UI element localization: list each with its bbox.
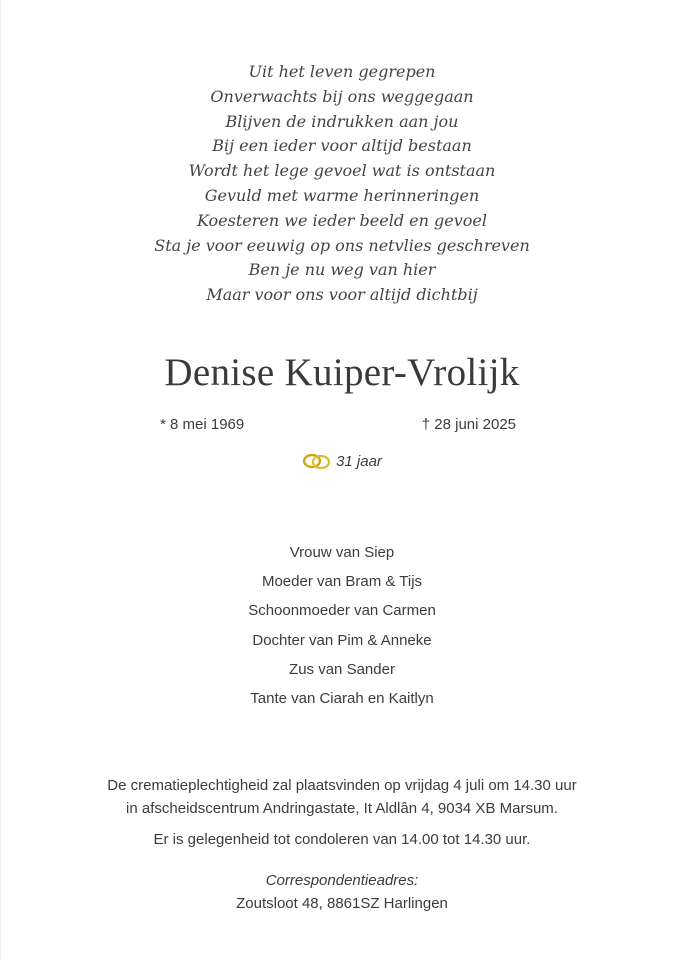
correspondence-address: [1, 869, 682, 915]
life-dates: [160, 416, 516, 438]
poem: [1, 60, 682, 308]
marriage-duration: [1, 452, 682, 470]
poem-line: Gevuld met warme herinneringen: [204, 185, 480, 205]
poem-line: Koesteren we ieder beeld en gevoel: [197, 210, 487, 230]
relations-list: [1, 538, 682, 713]
poem-line: Sta je voor eeuwig op ons netvlies geschreven: [154, 235, 530, 255]
relation-item: Dochter van Pim & Anneke: [252, 631, 432, 649]
relation-item: Vrouw van Siep: [289, 544, 395, 561]
poem-line: Bij een ieder voor altijd bestaan: [212, 136, 472, 156]
wedding-rings-icon: [302, 452, 332, 470]
death-date: † 28 juni 2025: [421, 416, 516, 433]
ceremony-line: in afscheidscentrum Andringastate, It Aldlân 4, 9034 XB Marsum.: [126, 800, 558, 817]
correspondence-label: Correspondentieadres:: [265, 872, 419, 889]
relation-item: Moeder van Bram & Tijs: [261, 573, 423, 591]
relation-item: Schoonmoeder van Carmen: [248, 602, 436, 620]
ceremony-line: De crematieplechtigheid zal plaatsvinden op vrijdag 4 juli om 14.30 uur: [107, 777, 577, 794]
poem-line: Onverwachts bij ons weggegaan: [210, 86, 474, 106]
ceremony-info: [1, 774, 682, 820]
relation-item: Zus van Sander: [289, 660, 395, 678]
marriage-text: 31 jaar: [336, 453, 382, 470]
correspondence-address-text: Zoutsloot 48, 8861SZ Harlingen: [236, 895, 448, 912]
poem-line: Maar voor ons voor altijd dichtbij: [206, 285, 478, 305]
birth-date: * 8 mei 1969: [160, 416, 245, 433]
deceased-name: Denise Kuiper-Vrolijk: [164, 351, 520, 394]
condolence-info: Er is gelegenheid tot condoleren van 14.00 tot 14.30 uur.: [153, 831, 531, 848]
poem-line: Uit het leven gegrepen: [248, 62, 436, 81]
poem-line: Ben je nu weg van hier: [248, 260, 436, 280]
relation-item: Tante van Ciarah en Kaitlyn: [250, 690, 434, 708]
poem-line: Wordt het lege gevoel wat is ontstaan: [188, 161, 496, 181]
poem-line: Blijven de indrukken aan jou: [225, 111, 459, 131]
